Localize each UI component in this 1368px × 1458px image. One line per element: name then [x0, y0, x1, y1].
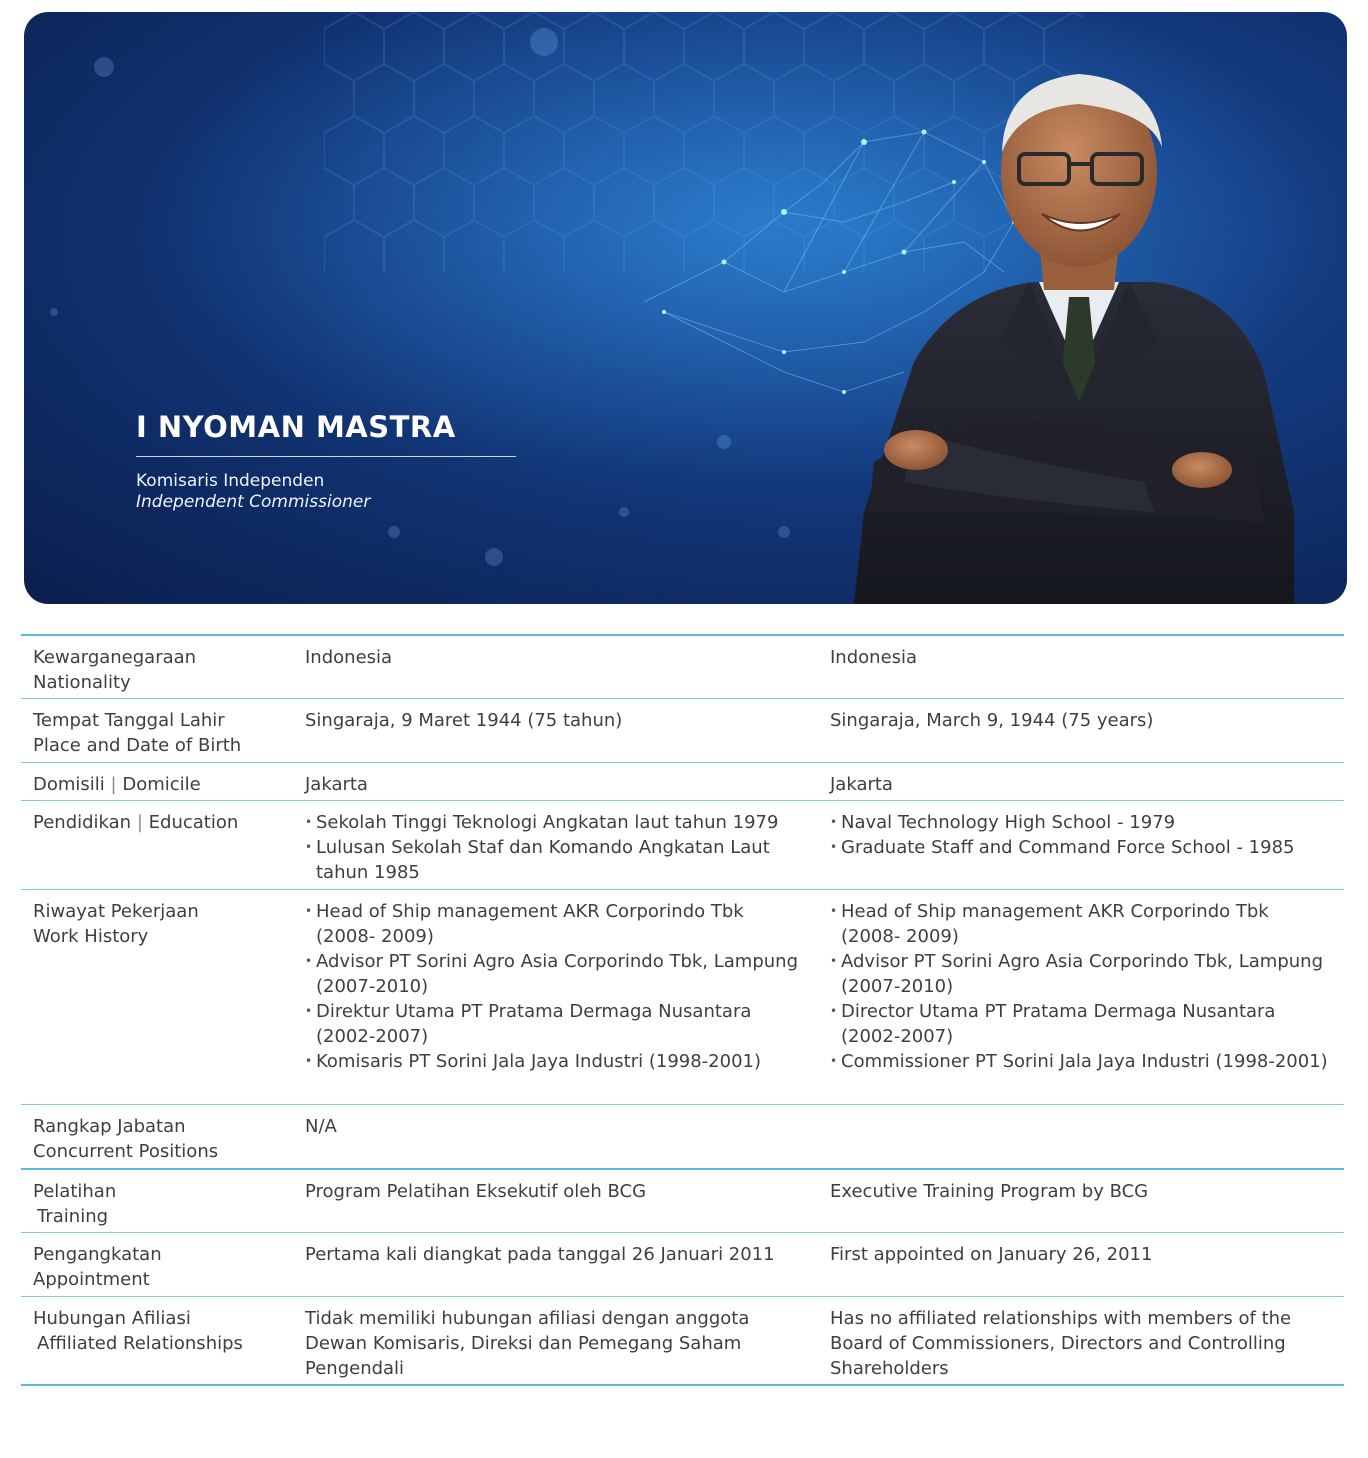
value-english: Jakarta	[830, 774, 893, 795]
work-list-indonesian	[305, 899, 805, 1074]
row-label	[33, 899, 293, 949]
label-english: Training	[37, 1206, 109, 1227]
value-english: Singaraja, March 9, 1944 (75 years)	[830, 710, 1154, 731]
row-label	[33, 1242, 293, 1292]
row-education	[21, 800, 1344, 889]
row-work-history	[21, 889, 1344, 1104]
list-item: • Graduate Staff and Command Force School - 1985	[830, 835, 1330, 860]
label-english: Domicile	[122, 774, 201, 795]
label-separator: |	[136, 812, 143, 833]
position-indonesian: Komisaris Independen	[136, 471, 325, 491]
label-indonesian: Kewarganegaraan	[33, 647, 197, 668]
value-indonesian: Indonesia	[305, 647, 393, 668]
label-indonesian: Rangkap Jabatan	[33, 1116, 186, 1137]
row-affiliation	[21, 1296, 1344, 1386]
label-separator: |	[110, 774, 117, 795]
value-indonesian: N/A	[305, 1116, 337, 1137]
label-english: Affiliated Relationships	[37, 1333, 243, 1354]
row-domicile	[21, 762, 1344, 800]
row-training	[21, 1168, 1344, 1232]
list-item: • Sekolah Tinggi Teknologi Angkatan laut tahun 1979	[305, 810, 805, 835]
value-indonesian	[305, 810, 805, 885]
label-english: Work History	[33, 926, 149, 947]
list-item: • Director Utama PT Pratama Dermaga Nusantara (2002-2007)	[830, 999, 1330, 1049]
value-indonesian: Program Pelatihan Eksekutif oleh BCG	[305, 1181, 647, 1202]
portrait-photo	[824, 42, 1304, 604]
row-label	[33, 708, 293, 758]
row-label	[33, 772, 293, 797]
education-list-indonesian	[305, 810, 805, 885]
work-list-english	[830, 899, 1330, 1074]
value-english	[830, 899, 1330, 1074]
value-indonesian: Tidak memiliki hubungan afiliasi dengan anggota Dewan Komisaris, Direksi dan Pemegang Saham Pengendali	[305, 1308, 750, 1379]
label-indonesian: Hubungan Afiliasi	[33, 1308, 191, 1329]
label-english: Concurrent Positions	[33, 1141, 219, 1162]
list-item: • Head of Ship management AKR Corporindo Tbk (2008- 2009)	[830, 899, 1330, 949]
label-english: Appointment	[33, 1269, 150, 1290]
value-english: Indonesia	[830, 647, 918, 668]
row-label	[33, 645, 293, 695]
value-indonesian: Jakarta	[305, 774, 368, 795]
row-nationality	[21, 634, 1344, 698]
profile-table	[21, 634, 1344, 1386]
education-list-english	[830, 810, 1330, 860]
list-item: • Advisor PT Sorini Agro Asia Corporindo Tbk, Lampung (2007-2010)	[305, 949, 805, 999]
value-english: Executive Training Program by BCG	[830, 1181, 1149, 1202]
list-item: • Advisor PT Sorini Agro Asia Corporindo Tbk, Lampung (2007-2010)	[830, 949, 1330, 999]
value-indonesian: Singaraja, 9 Maret 1944 (75 tahun)	[305, 710, 623, 731]
person-name: I NYOMAN MASTRA	[136, 410, 456, 444]
value-indonesian	[305, 899, 805, 1074]
list-item: • Direktur Utama PT Pratama Dermaga Nusantara (2002-2007)	[305, 999, 805, 1049]
row-label	[33, 1306, 293, 1356]
row-label	[33, 1179, 293, 1229]
label-indonesian: Pendidikan	[33, 812, 132, 833]
row-label	[33, 810, 293, 835]
row-birth	[21, 698, 1344, 762]
label-indonesian: Domisili	[33, 774, 105, 795]
label-indonesian: Pelatihan	[33, 1181, 117, 1202]
label-english: Nationality	[33, 672, 131, 693]
value-english: First appointed on January 26, 2011	[830, 1244, 1153, 1265]
list-item: • Komisaris PT Sorini Jala Jaya Industri (1998-2001)	[305, 1049, 805, 1074]
list-item: • Lulusan Sekolah Staf dan Komando Angkatan Laut tahun 1985	[305, 835, 805, 885]
value-indonesian: Pertama kali diangkat pada tanggal 26 Januari 2011	[305, 1244, 775, 1265]
value-english: Has no affiliated relationships with members of the Board of Commissioners, Directors and Controlling Shareholders	[830, 1308, 1292, 1379]
label-indonesian: Pengangkatan	[33, 1244, 162, 1265]
label-indonesian: Riwayat Pekerjaan	[33, 901, 199, 922]
name-divider	[136, 456, 516, 457]
list-item: • Naval Technology High School - 1979	[830, 810, 1330, 835]
row-label	[33, 1114, 293, 1164]
row-appointment	[21, 1232, 1344, 1296]
label-english: Education	[148, 812, 239, 833]
list-item: • Head of Ship management AKR Corporindo Tbk (2008- 2009)	[305, 899, 805, 949]
position-english: Independent Commissioner	[136, 492, 371, 512]
profile-banner	[24, 12, 1347, 604]
list-item: • Commissioner PT Sorini Jala Jaya Industri (1998-2001)	[830, 1049, 1330, 1074]
value-english	[830, 810, 1330, 860]
row-concurrent-positions	[21, 1104, 1344, 1168]
label-indonesian: Tempat Tanggal Lahir	[33, 710, 225, 731]
label-english: Place and Date of Birth	[33, 735, 242, 756]
